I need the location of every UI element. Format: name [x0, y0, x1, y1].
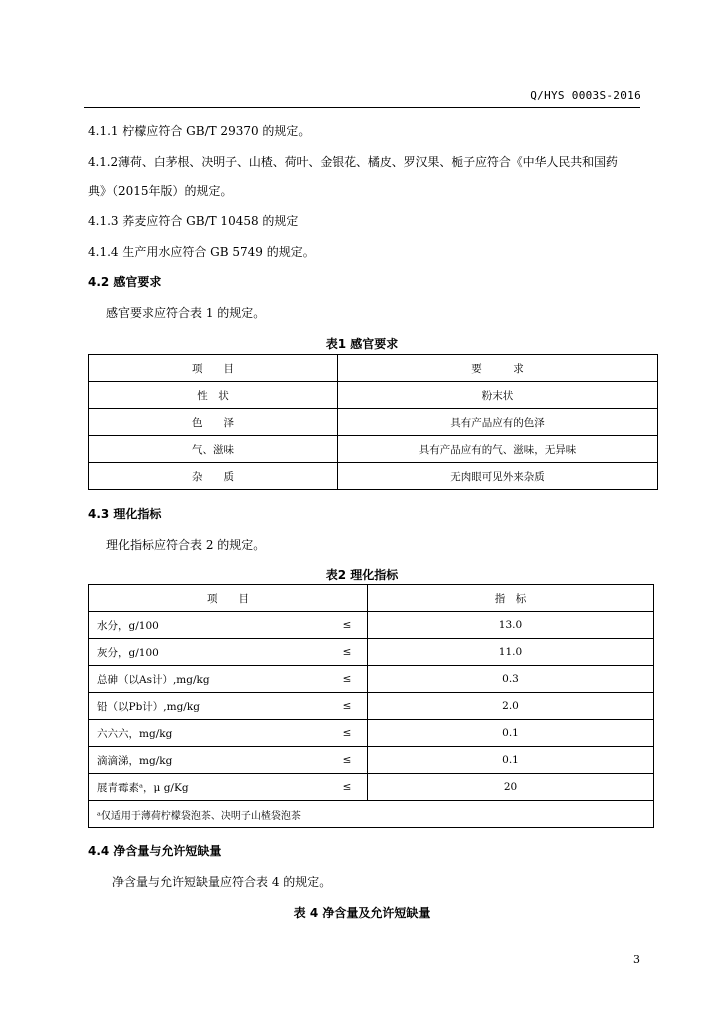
table4-caption: 表 4 净含量及允许短缺量	[293, 906, 431, 920]
cell-operator: ≤	[327, 666, 368, 693]
clause-4-1-2-line1: 4.1.2薄荷、白茅根、决明子、山楂、荷叶、金银花、橘皮、罗汉果、栀子应符合《中华人民共和国药	[88, 155, 618, 169]
cell-item: 色 泽	[89, 409, 338, 436]
cell-item: 水分，g/100	[89, 612, 328, 639]
clause-4-1-2-line2: 典》（2015年版）的规定。	[88, 184, 233, 198]
table-row	[89, 693, 654, 720]
cell-item: 滴滴涕，mg/kg	[89, 747, 328, 774]
table-row	[89, 720, 654, 747]
physicochemical-table	[88, 584, 654, 828]
col-header-item: 项 目	[89, 585, 368, 612]
table-row	[89, 355, 658, 382]
col-header-requirement: 要 求	[338, 355, 658, 382]
cell-requirement: 具有产品应有的气、滋味，无异味	[338, 436, 658, 463]
section-4-4-heading: 4.4 净含量与允许短缺量	[88, 844, 222, 858]
cell-value: 11.0	[368, 639, 654, 666]
section-4-4-intro: 净含量与允许短缺量应符合表 4 的规定。	[112, 875, 332, 889]
col-header-item: 项 目	[89, 355, 338, 382]
cell-item: 性 状	[89, 382, 338, 409]
section-4-3-intro: 理化指标应符合表 2 的规定。	[106, 538, 266, 552]
clause-4-1-4: 4.1.4 生产用水应符合 GB 5749 的规定。	[88, 245, 315, 259]
sensory-table	[88, 354, 658, 490]
cell-item: 灰分，g/100	[89, 639, 328, 666]
section-4-3-heading: 4.3 理化指标	[88, 507, 162, 521]
cell-item: 六六六，mg/kg	[89, 720, 328, 747]
table-row	[89, 463, 658, 490]
table-row	[89, 436, 658, 463]
header-rule	[84, 107, 640, 108]
cell-item: 展青霉素ᵃ，μ g/Kg	[89, 774, 328, 801]
cell-value: 0.1	[368, 720, 654, 747]
section-4-2-intro: 感官要求应符合表 1 的规定。	[106, 306, 266, 320]
table2-caption: 表2 理化指标	[325, 568, 399, 582]
col-header-index: 指 标	[368, 585, 654, 612]
cell-value: 20	[368, 774, 654, 801]
document-code: Q/HYS 0003S-2016	[530, 89, 641, 102]
cell-value: 13.0	[368, 612, 654, 639]
cell-operator: ≤	[327, 774, 368, 801]
cell-item: 铅（以Pb计）,mg/kg	[89, 693, 328, 720]
cell-operator: ≤	[327, 639, 368, 666]
table-row	[89, 774, 654, 801]
cell-operator: ≤	[327, 747, 368, 774]
cell-item: 杂 质	[89, 463, 338, 490]
cell-operator: ≤	[327, 693, 368, 720]
cell-value: 2.0	[368, 693, 654, 720]
cell-requirement: 无肉眼可见外来杂质	[338, 463, 658, 490]
table-row	[89, 612, 654, 639]
table-row	[89, 382, 658, 409]
cell-requirement: 具有产品应有的色泽	[338, 409, 658, 436]
cell-value: 0.1	[368, 747, 654, 774]
cell-item: 总砷（以As计）,mg/kg	[89, 666, 328, 693]
cell-item: 气、滋味	[89, 436, 338, 463]
cell-operator: ≤	[327, 720, 368, 747]
table-footnote: ᵃ仅适用于薄荷柠檬袋泡茶、决明子山楂袋泡茶	[89, 801, 654, 828]
table-row	[89, 639, 654, 666]
cell-value: 0.3	[368, 666, 654, 693]
cell-operator: ≤	[327, 612, 368, 639]
clause-4-1-1: 4.1.1 柠檬应符合 GB/T 29370 的规定。	[88, 124, 311, 138]
table-row	[89, 747, 654, 774]
table-row	[89, 801, 654, 828]
cell-requirement: 粉末状	[338, 382, 658, 409]
table-row	[89, 409, 658, 436]
table1-caption: 表1 感官要求	[325, 337, 399, 351]
table-row	[89, 585, 654, 612]
clause-4-1-3: 4.1.3 荞麦应符合 GB/T 10458 的规定	[88, 214, 299, 228]
page-number: 3	[633, 953, 640, 966]
table-row	[89, 666, 654, 693]
section-4-2-heading: 4.2 感官要求	[88, 275, 162, 289]
